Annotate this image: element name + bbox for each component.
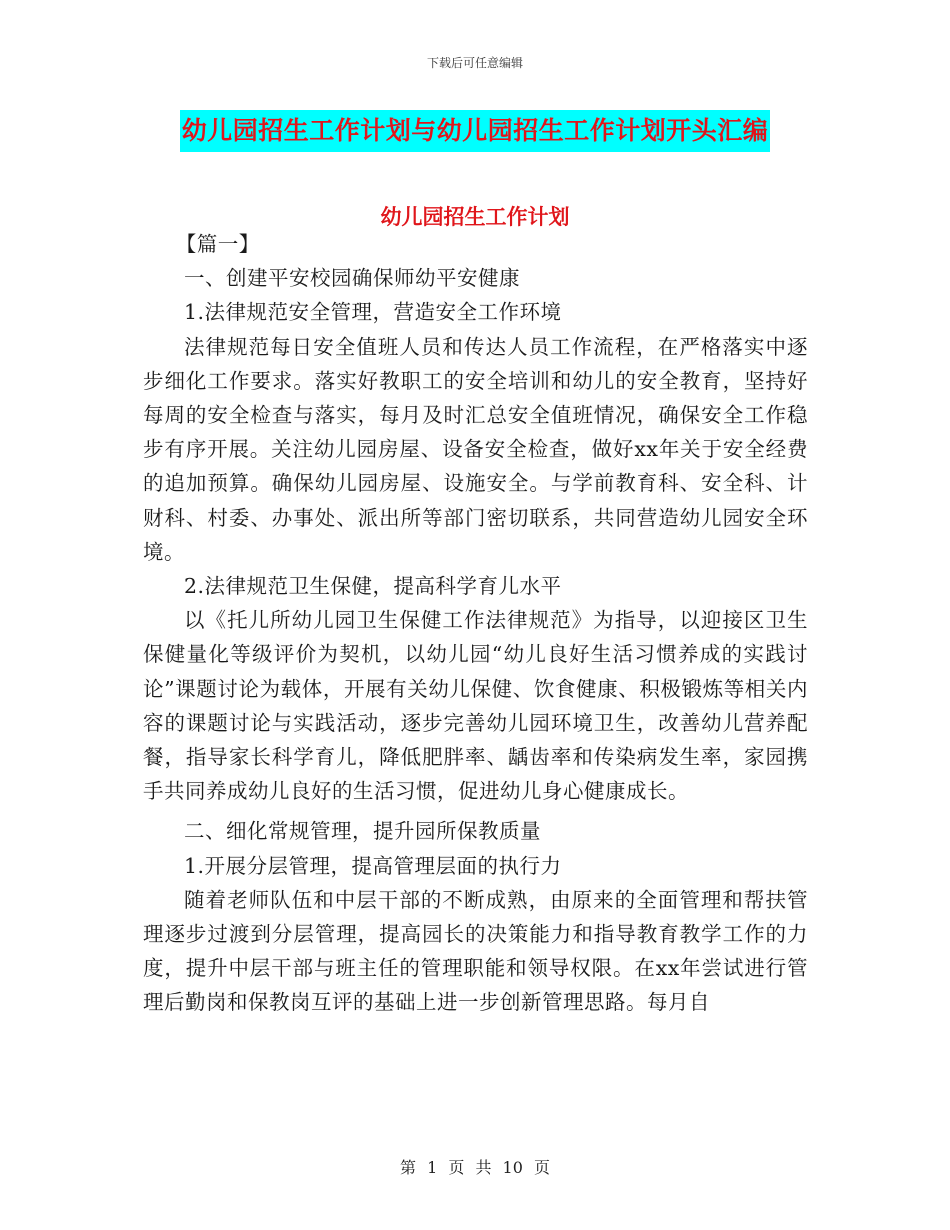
section-heading: 一、创建平安校园确保师幼平安健康 [184,266,520,291]
subsection-heading: 1.开展分层管理，提高管理层面的执行力 [184,853,562,878]
page-number: 第 1 页 共 10 页 [400,1158,550,1177]
section-heading: 二、细化常规管理，提升园所保教质量 [184,819,541,844]
body-paragraph: 法律规范每日安全值班人员和传达人员工作流程，在严格落实中逐步细化工作要求。落实好教职工的安全培训和幼儿的安全教育，坚持好每周的安全检查与落实，每月及时汇总安全值班情况，确保安全工作稳步有序开展。关注幼儿园房屋、设备安全检查，做好xx年关于安全经费的追加预算。确保幼儿园房屋、设施安全。与学前教育科、安全科、计财科、村委、办事处、派出所等部门密切联系，共同营造幼儿园安全环境。 [143,334,808,564]
document-title-container [0,110,950,152]
body-paragraph: 以《托儿所幼儿园卫生保健工作法律规范》为指导，以迎接区卫生保健量化等级评价为契机，以幼儿园“幼儿良好生活习惯养成的实践讨论”课题讨论为载体，开展有关幼儿保健、饮食健康、积极锻炼等相关内容的课题讨论与实践活动，逐步完善幼儿园环境卫生，改善幼儿营养配餐，指导家长科学育儿，降低肥胖率、龋齿率和传染病发生率，家园携手共同养成幼儿良好的生活习惯，促进幼儿身心健康成长。 [143,608,808,804]
page-header-note: 下载后可任意编辑 [426,56,523,70]
subsection-heading: 2.法律规范卫生保健，提高科学育儿水平 [184,574,562,599]
document-body [143,227,808,1020]
document-subtitle: 幼儿园招生工作计划 [380,204,570,229]
body-paragraph: 随着老师队伍和中层干部的不断成熟，由原来的全面管理和帮扶管理逐步过渡到分层管理，提高园长的决策能力和指导教育教学工作的力度，提升中层干部与班主任的管理职能和领导权限。在xx年尝试进行管理后勤岗和保教岗互评的基础上进一步创新管理思路。每月自 [143,887,808,1015]
chapter-label: 【篇一】 [175,232,260,256]
document-title: 幼儿园招生工作计划与幼儿园招生工作计划开头汇编 [180,110,771,152]
subsection-heading: 1.法律规范安全管理，营造安全工作环境 [184,300,562,325]
